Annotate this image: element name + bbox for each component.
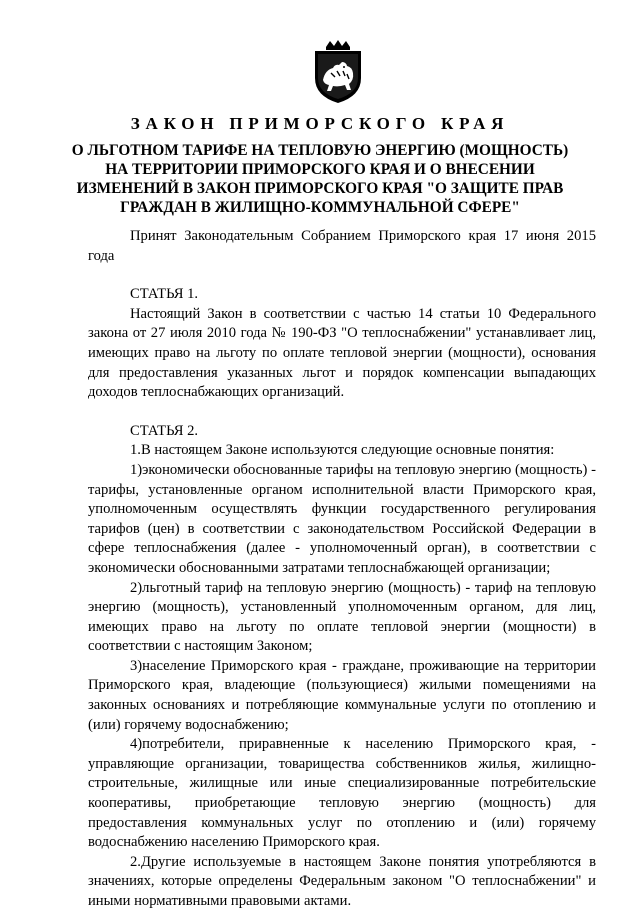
definition-item: 1)экономически обоснованные тарифы на тепловую энергию (мощность) - тарифы, установленные органом исполнительной власти Приморского края, уполномоченным осуществлять функции государственного регулирования тарифов (цен) в соответствии с законодательством Российской Федерации в сфере теплоснабжения (далее - уполномоченный орган), в соответствии с экономически обоснованными затратами теплоснабжающей организации;: [88, 461, 596, 576]
coat-of-arms-icon: [311, 40, 365, 104]
definition-item: 2)льготный тариф на тепловую энергию (мощность) - тариф на тепловую энергию (мощность), установленный уполномоченным органом, для лиц, имеющих право на льготу по оплате тепловой энергии (мощности) в соответствии с настоящим Законом;: [88, 579, 596, 655]
article-1-text: Настоящий Закон в соответствии с частью 14 статьи 10 Федерального закона от 27 июля 2010 года № 190-ФЗ "О теплоснабжении" устанавливает лиц, имеющих право на льготу по оплате тепловой энергии (мощности), основания для предоставления указанных льгот и порядок компенсации выпадающих доходов теплоснабжающих организаций.: [88, 305, 596, 401]
law-title: ЗАКОН ПРИМОРСКОГО КРАЯ: [130, 114, 510, 133]
document-body: [88, 227, 596, 912]
article-2-point-2: 2.Другие используемые в настоящем Законе понятия употребляются в значениях, которые определены Федеральным законом "О теплоснабжении" и иными нормативными правовыми актами.: [88, 853, 596, 909]
article-1-heading: СТАТЬЯ 1.: [130, 286, 199, 303]
subtitle-line: ГРАЖДАН В ЖИЛИЩНО-КОММУНАЛЬНОЙ СФЕРЕ": [120, 199, 520, 216]
definition-item: 3)население Приморского края - граждане, проживающие на территории Приморского края, владеющие (пользующиеся) жилыми помещениями на законных основаниях и потребляющие коммунальные услуги по отоплению и (или) горячему водоснабжению;: [88, 657, 596, 733]
article-2-intro: 1.В настоящем Законе используются следующие основные понятия:: [130, 442, 555, 459]
article-2-heading: СТАТЬЯ 2.: [130, 422, 199, 439]
subtitle-line: ИЗМЕНЕНИЙ В ЗАКОН ПРИМОРСКОГО КРАЯ "О ЗАЩИТЕ ПРАВ: [76, 180, 564, 197]
law-subtitle: [70, 141, 570, 217]
definition-item: 4)потребители, приравненные к населению Приморского края, - управляющие организации, товарищества собственников жилья, жилищно-строительные, жилищные или иные специализированные потребительские кооперативы, приобретающие тепловую энергию (мощность) для предоставления коммунальных услуг по отоплению и (или) горячему водоснабжению населению Приморского края.: [88, 736, 596, 851]
subtitle-line: НА ТЕРРИТОРИИ ПРИМОРСКОГО КРАЯ И О ВНЕСЕНИИ: [105, 161, 535, 178]
adoption-note: Принят Законодательным Собранием Приморского края 17 июня 2015 года: [88, 228, 596, 264]
subtitle-line: О ЛЬГОТНОМ ТАРИФЕ НА ТЕПЛОВУЮ ЭНЕРГИЮ (МОЩНОСТЬ): [71, 142, 569, 159]
